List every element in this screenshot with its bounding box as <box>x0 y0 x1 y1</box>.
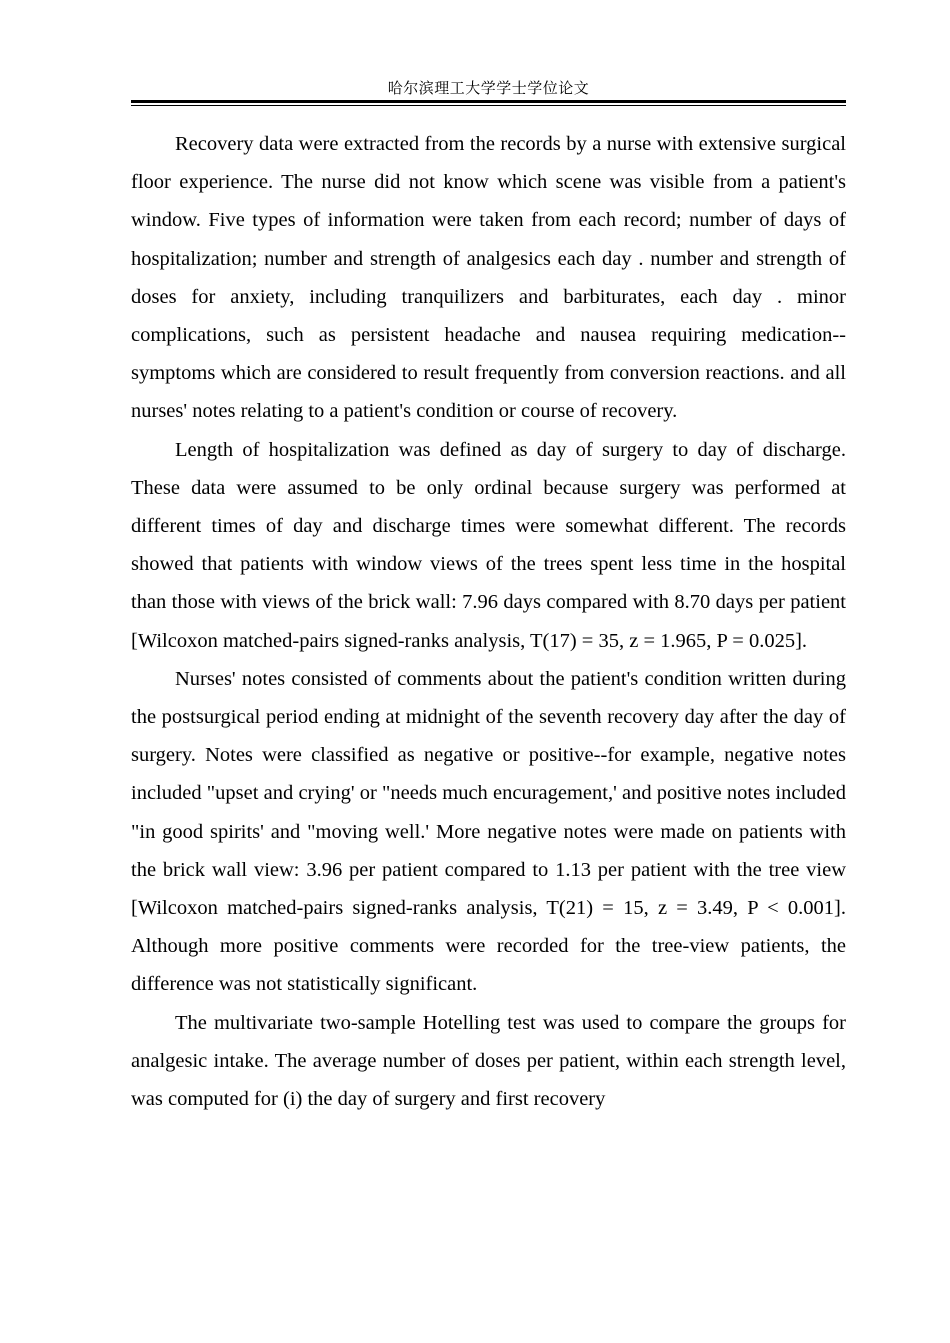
paragraph-hospitalization: Length of hospitalization was defined as day of surgery to day of discharge. These data were assumed to be only ordinal because surgery was performed at different times of day and discharge times were somewhat different. The records showed that patients with window views of the trees spent less time in the hospital than those with views of the brick wall: 7.96 days compared with 8.70 days per patient [Wilcoxon matched-pairs signed-ranks analysis, T(17) = 35, z = 1.965, P = 0.025]. <box>131 438 846 652</box>
header-rule-thin <box>131 105 846 106</box>
body-text <box>131 125 846 1118</box>
paragraph-hotelling-test: The multivariate two-sample Hotelling test was used to compare the groups for analgesic intake. The average number of doses per patient, within each strength level, was computed for (i) the day of surgery and first recovery <box>131 1011 846 1111</box>
paragraph-nurses-notes: Nurses' notes consisted of comments about the patient's condition written during the postsurgical period ending at midnight of the seventh recovery day after the day of surgery. Notes were classified as negative or positive--for example, negative notes included "upset and crying' or "needs much encuragement,' and positive notes included "in good spirits' and "moving well.' More negative notes were made on patients with the brick wall view: 3.96 per patient compared to 1.13 per patient with the tree view [Wilcoxon matched-pairs signed-ranks analysis, T(21) = 15, z = 3.49, P < 0.001]. Although more positive comments were recorded for the tree-view patients, the difference was not statistically significant. <box>131 667 846 996</box>
paragraph-recovery-data: Recovery data were extracted from the records by a nurse with extensive surgical floor experience. The nurse did not know which scene was visible from a patient's window. Five types of information were taken from each record; number of days of hospitalization; number and strength of analgesics each day . number and strength of doses for anxiety, including tranquilizers and barbiturates, each day . minor complications, such as persistent headache and nausea requiring medication--symptoms which are considered to result frequently from conversion reactions. and all nurses' notes relating to a patient's condition or course of recovery. <box>131 133 846 423</box>
running-header: 哈尔滨理工大学学士学位论文 <box>387 79 590 97</box>
header-rule-thick <box>131 100 846 103</box>
